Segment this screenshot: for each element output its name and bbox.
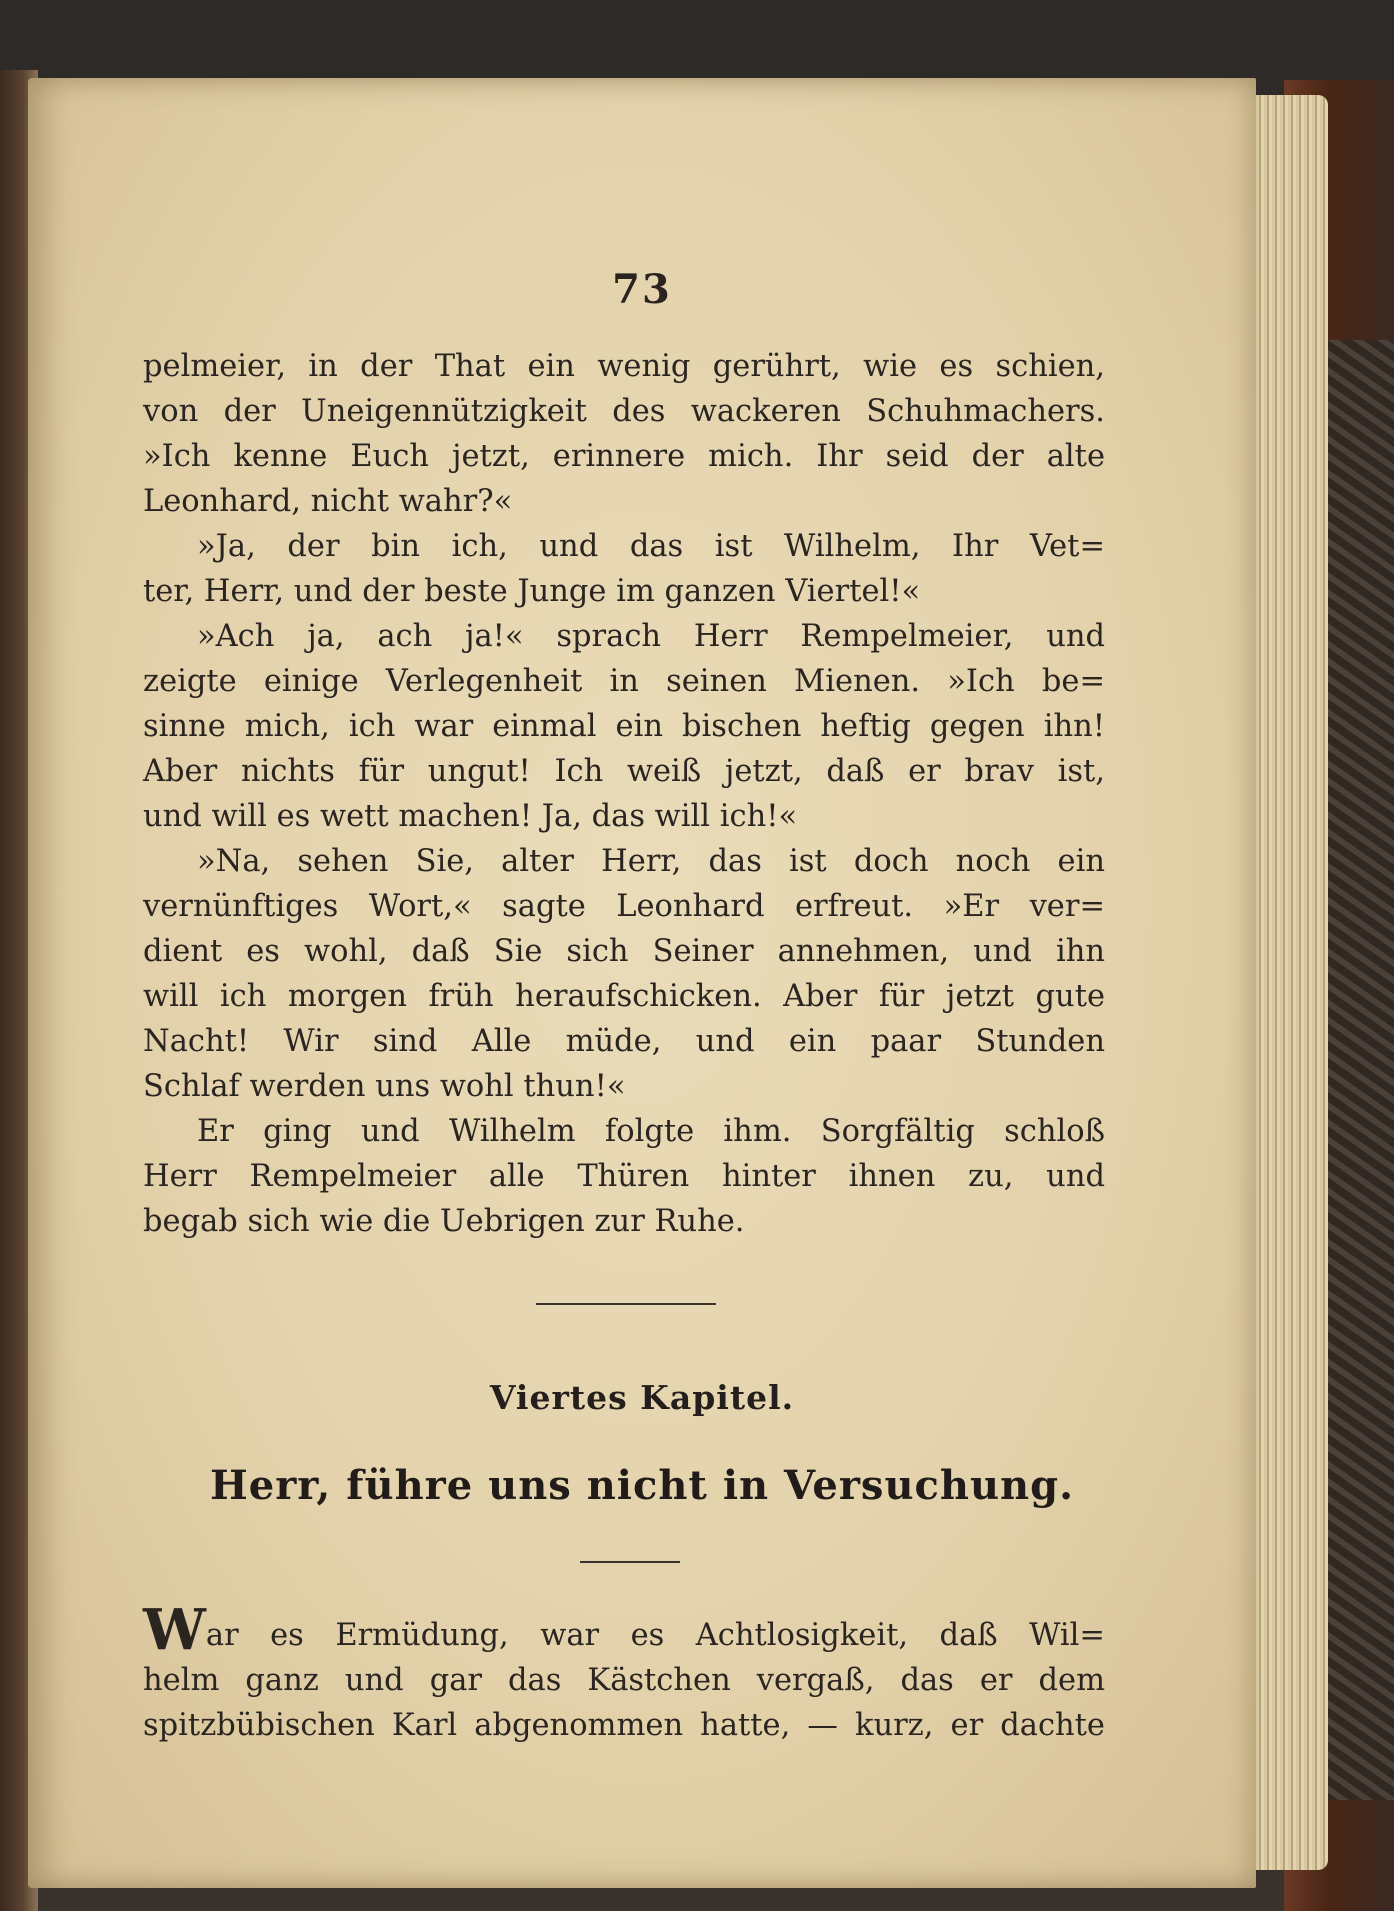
chapter-text [143,1597,1105,1748]
section-divider [536,1303,716,1305]
text-line: und will es wett machen! Ja, das will ich!« [143,799,798,834]
text-line: »Ich kenne Euch jetzt, erinnere mich. Ihr seid der alte [143,439,1105,474]
text-line: ter, Herr, und der beste Junge im ganzen Viertel!« [143,574,921,609]
text-line: begab sich wie die Uebrigen zur Ruhe. [143,1204,745,1239]
text-line: helm ganz und gar das Kästchen vergaß, das er dem [143,1663,1105,1698]
text-line: will ich morgen früh heraufschicken. Aber für jetzt gute [143,979,1105,1014]
text-line: von der Uneigennützigkeit des wackeren Schuhmachers. [143,394,1105,429]
text-line: Aber nichts für ungut! Ich weiß jetzt, daß er brav ist, [143,754,1105,789]
page-number: 73 [612,266,672,313]
text-line: vernünftiges Wort,« sagte Leonhard erfreut. »Er ver= [143,889,1105,924]
text-line: »Ja, der bin ich, und das ist Wilhelm, Ihr Vet= [197,529,1105,564]
book-page [28,78,1256,1888]
drop-cap: W [143,1597,206,1663]
text-line: Schlaf werden uns wohl thun!« [143,1069,626,1104]
text-line: spitzbübischen Karl abgenommen hatte, — kurz, er dachte [143,1708,1105,1743]
page-edges [1248,95,1328,1870]
body-text [143,344,1105,1244]
text-line: »Na, sehen Sie, alter Herr, das ist doch noch ein [197,844,1105,879]
first-line-text: ar es Ermüdung, war es Achtlosigkeit, daß Wil= [205,1618,1105,1653]
text-line: »Ach ja, ach ja!« sprach Herr Rempelmeier, und [197,619,1105,654]
chapter-title: Viertes Kapitel. [489,1378,795,1417]
text-line: zeigte einige Verlegenheit in seinen Mienen. »Ich be= [143,664,1105,699]
text-line: Nacht! Wir sind Alle müde, und ein paar Stunden [143,1024,1105,1059]
chapter-first-line [143,1597,1105,1663]
text-line: Herr Rempelmeier alle Thüren hinter ihnen zu, und [143,1159,1105,1194]
text-line: pelmeier, in der That ein wenig gerührt, wie es schien, [143,349,1105,384]
chapter-divider [580,1561,680,1563]
text-line: sinne mich, ich war einmal ein bischen heftig gegen ihn! [143,709,1105,744]
text-line: dient es wohl, daß Sie sich Seiner annehmen, und ihn [143,934,1105,969]
text-line: Leonhard, nicht wahr?« [143,484,513,519]
chapter-subtitle: Herr, führe uns nicht in Versuchung. [209,1462,1075,1509]
text-line: Er ging und Wilhelm folgte ihm. Sorgfältig schloß [197,1114,1105,1149]
